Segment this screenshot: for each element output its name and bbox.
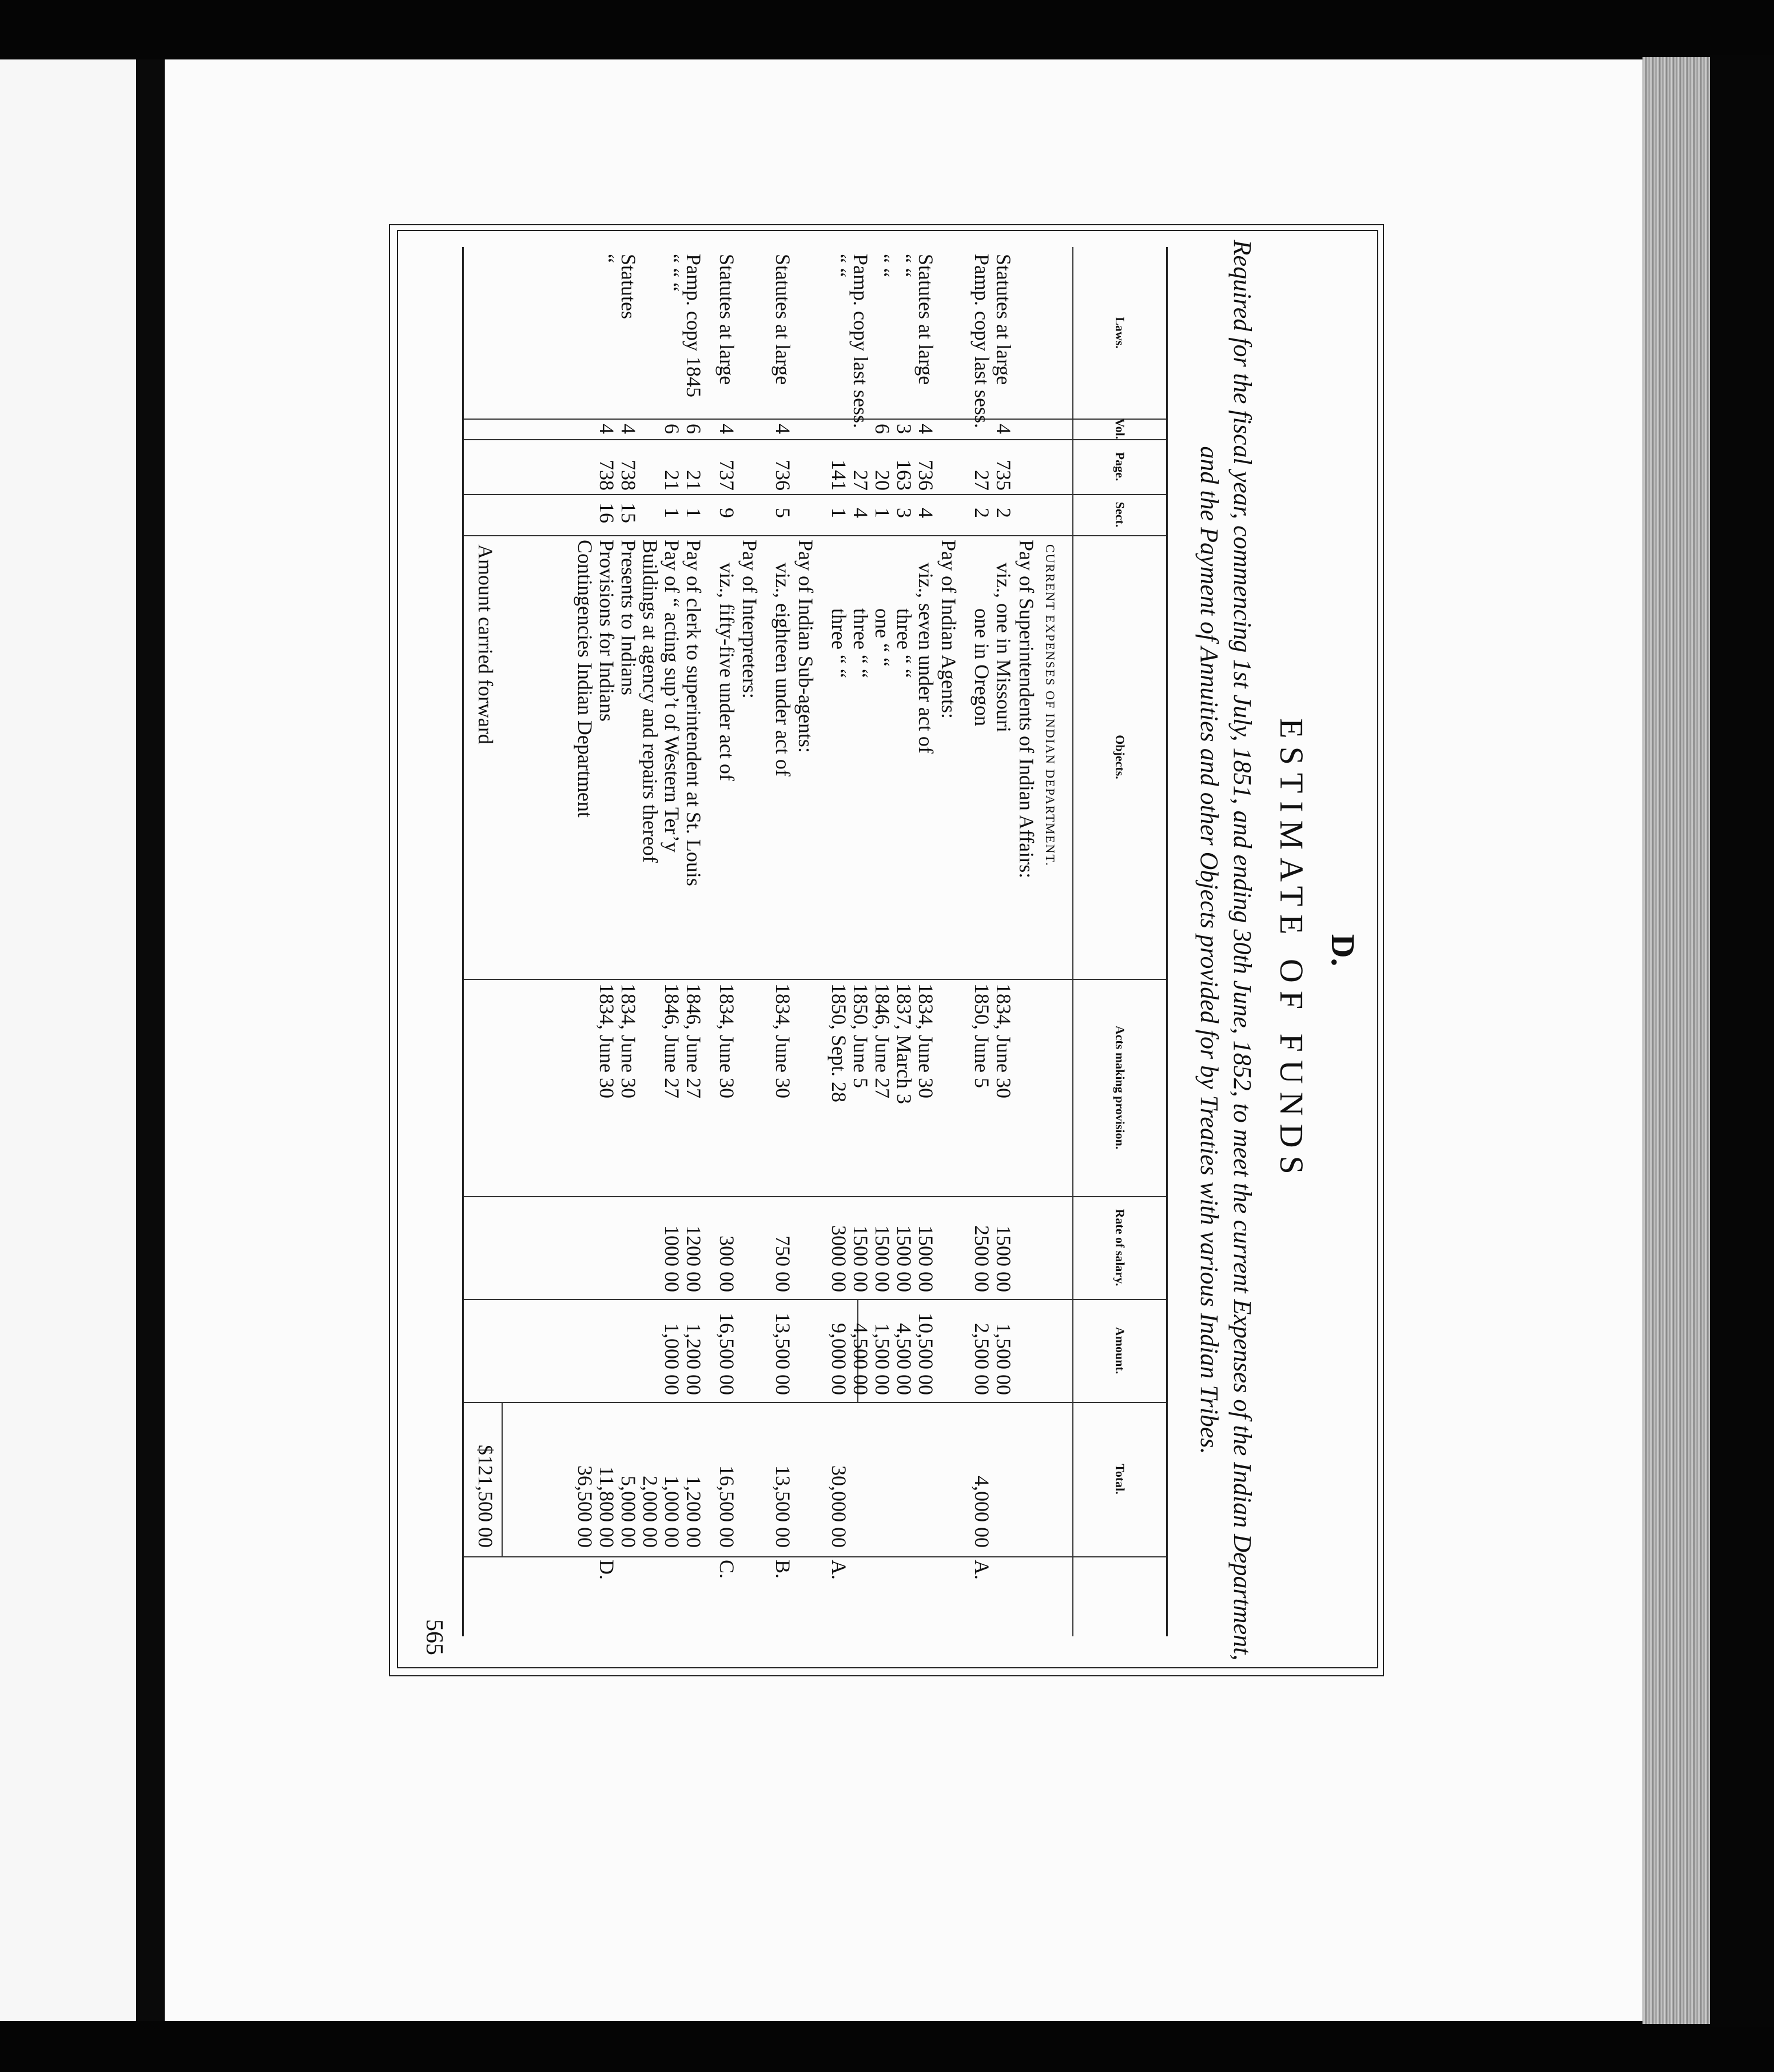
cell-objects: Pay of “ acting sup’t of Western Ter’y [661,540,683,852]
column-rule [464,1196,1166,1197]
cell-page: 20 [871,470,894,491]
cell-acts: 1834, June 30 [914,983,937,1098]
cell-objects: Pay of Interpreters: [738,540,761,699]
cell-page: 738 [617,460,640,491]
cell-objects: Pay of Superintendents of Indian Affairs: [1015,540,1038,879]
cell-objects: Buildings at agency and repairs thereof [639,540,662,863]
cell-page: 27 [970,470,993,491]
cell-laws: Statutes [617,254,640,319]
cell-laws: Pamp. copy 1845 [682,254,705,397]
cell-amount: 1,000 00 [661,1323,683,1395]
cell-sect: 15 [617,503,640,523]
cell-amount: 4,500 00 [893,1323,916,1395]
cell-total: 36,500 00 [574,1465,596,1548]
cell-objects: three “ “ [828,608,850,678]
cell-page: 27 [849,470,872,491]
cell-acts: 1846, June 27 [661,983,683,1098]
cell-total: 1,200 00 [682,1476,705,1548]
cell-total: 11,800 00 [595,1466,618,1548]
cell-acts: 1850, June 5 [849,983,872,1088]
cell-laws: Statutes at large [992,254,1015,385]
book-gutter [136,59,165,2021]
column-rule [464,1402,1166,1403]
cell-laws: Statutes at large [715,254,738,385]
cell-total: 16,500 00 [715,1465,738,1548]
cell-sect: 16 [595,503,618,523]
column-rule [464,1299,1166,1300]
cell-laws: “ “ [828,254,850,277]
estimate-frame [389,224,1384,1676]
cell-objects: Pay of Indian Sub-agents: [794,540,817,753]
cell-note: A. [970,1560,993,1580]
cell-sect: 4 [914,508,937,518]
scan-top-border [0,0,1774,59]
facing-page-edge [0,59,136,2021]
cell-rate: 300 00 [715,1236,738,1292]
cell-vol: 4 [715,424,738,434]
section-heading: CURRENT EXPENSES OF INDIAN DEPARTMENT. [1043,544,1057,867]
cell-acts: 1850, Sept. 28 [828,983,850,1103]
column-rule [464,419,1166,420]
col-header-sect: Sect. [1113,501,1127,528]
cell-sect: 1 [661,508,683,518]
cell-amount: 1,500 00 [992,1323,1015,1395]
column-rule [464,494,1166,495]
cell-sect: 1 [871,508,894,518]
cell-laws: “ “ “ [661,254,683,292]
cell-total: 2,000 00 [639,1476,662,1548]
col-header-total: Total. [1113,1464,1127,1495]
cell-sect: 1 [682,508,705,518]
cell-rate: 1500 00 [849,1225,872,1292]
cell-acts: 1834, June 30 [992,983,1015,1098]
subtitle-line-1: Required for the fiscal year, commencing 1st July, 1851, and ending 30th June, 1852, to meet the current Expenses of the Indian Department, [1228,240,1256,1661]
cell-laws: Pamp. copy last sess. [849,254,872,428]
cell-sect: 1 [828,508,850,518]
cell-vol: 6 [661,424,683,434]
cell-vol: 6 [871,424,894,434]
cell-rate: 1000 00 [661,1225,683,1292]
cell-page: 163 [893,460,916,491]
cell-objects: viz., fifty-five under act of [715,563,738,781]
cell-rate: 1500 00 [871,1225,894,1292]
cell-amount: 1,500 00 [871,1323,894,1395]
cell-vol: 4 [771,424,794,434]
cell-page: 141 [828,460,850,491]
column-rule [464,439,1166,440]
col-header-objects: Objects. [1113,735,1127,779]
cell-vol: 4 [617,424,640,434]
col-header-laws: Laws. [1113,317,1127,349]
scan-bottom-border [0,2021,1774,2072]
cell-objects: one in Oregon [970,608,993,726]
cell-laws: “ [595,254,618,263]
estimate-table [462,247,1168,1636]
cell-page: 737 [715,460,738,491]
subtitle-line-2: and the Payment of Annuities and other Objects provided for by Treaties with various Indian Tribes. [1195,446,1223,1455]
carried-forward-label: Amount carried forward [474,544,497,744]
document-title: ESTIMATE OF FUNDS [1273,718,1310,1182]
cell-objects: Pay of Indian Agents: [937,540,960,719]
cell-vol: 6 [682,424,705,434]
cell-laws: Statutes at large [771,254,794,385]
page-number: 565 [421,1619,447,1655]
cell-acts: 1834, June 30 [617,983,640,1098]
scan-right-border [1710,55,1774,2027]
cell-acts: 1834, June 30 [595,983,618,1098]
cell-acts: 1846, June 27 [871,983,894,1098]
cell-rate: 1500 00 [893,1225,916,1292]
cell-rate: 750 00 [771,1236,794,1292]
total-rule [502,1402,503,1556]
cell-page: 735 [992,460,1015,491]
cell-rate: 1500 00 [992,1225,1015,1292]
cell-total: 13,500 00 [771,1465,794,1548]
cell-acts: 1834, June 30 [715,983,738,1098]
cell-vol: 4 [595,424,618,434]
cell-total: 4,000 00 [970,1476,993,1548]
cell-laws: “ “ [871,254,894,277]
cell-sect: 3 [893,508,916,518]
cell-page: 738 [595,460,618,491]
cell-total: 1,000 00 [661,1476,683,1548]
cell-sect: 2 [992,508,1015,518]
cell-objects: viz., eighteen under act of [771,563,794,776]
cell-sect: 5 [771,508,794,518]
cell-note: B. [771,1560,794,1579]
page-stack-edges [1642,57,1710,2024]
cell-page: 21 [661,470,683,491]
cell-vol: 4 [914,424,937,434]
cell-page: 736 [914,460,937,491]
cell-objects: viz., seven under act of [914,563,937,754]
cell-laws: Statutes at large [914,254,937,385]
col-header-amount: Amount. [1113,1326,1127,1374]
cell-amount: 2,500 00 [970,1323,993,1395]
cell-objects: Contingencies Indian Department [574,540,596,818]
cell-rate: 1200 00 [682,1225,705,1292]
cell-amount: 10,500 00 [914,1313,937,1395]
col-header-page: Page. [1113,452,1127,481]
cell-note: D. [595,1560,618,1580]
cell-objects: Provisions for Indians [595,540,618,722]
cell-amount: 16,500 00 [715,1313,738,1395]
cell-objects: three “ “ [893,608,916,678]
cell-rate: 3000 00 [828,1225,850,1292]
cell-acts: 1850, June 5 [970,983,993,1088]
cell-total: 30,000 00 [828,1465,850,1548]
col-header-acts: Acts making provision. [1113,1025,1127,1150]
cell-total: 5,000 00 [617,1476,640,1548]
cell-amount: 1,200 00 [682,1323,705,1395]
col-header-rate: Rate of salary. [1113,1209,1127,1286]
cell-acts: 1837, March 3 [893,983,916,1104]
carried-forward-total: $121,500 00 [474,1445,497,1548]
column-rule [464,535,1166,536]
col-header-vol: Vol. [1113,418,1127,440]
cell-objects: Pay of clerk to superintendent at St. Louis [682,540,705,886]
cell-vol: 4 [992,424,1015,434]
cell-laws: “ “ [893,254,916,277]
cell-acts: 1846, June 27 [682,983,705,1098]
cell-sect: 4 [849,508,872,518]
cell-objects: one “ “ [871,608,894,667]
cell-sect: 2 [970,508,993,518]
cell-page: 736 [771,460,794,491]
cell-sect: 9 [715,508,738,518]
cell-acts: 1834, June 30 [771,983,794,1098]
rotated-estimate-sheet [389,224,1384,1676]
cell-objects: Presents to Indians [617,540,640,695]
cell-page: 21 [682,470,705,491]
document-letter: D. [1324,934,1362,967]
column-rule [464,1556,1166,1557]
cell-objects: viz., one in Missouri [992,563,1015,732]
cell-note: A. [828,1560,850,1580]
cell-amount: 9,000 00 [828,1323,850,1395]
column-rule [464,979,1166,980]
cell-rate: 1500 00 [914,1225,937,1292]
cell-amount: 13,500 00 [771,1313,794,1395]
cell-objects: three “ “ [849,608,872,678]
cell-rate: 2500 00 [970,1225,993,1292]
cell-vol: 3 [893,424,916,434]
cell-laws: Pamp. copy last sess. [970,254,993,428]
cell-amount: 4,500 00 [849,1323,872,1395]
cell-note: C. [715,1560,738,1579]
